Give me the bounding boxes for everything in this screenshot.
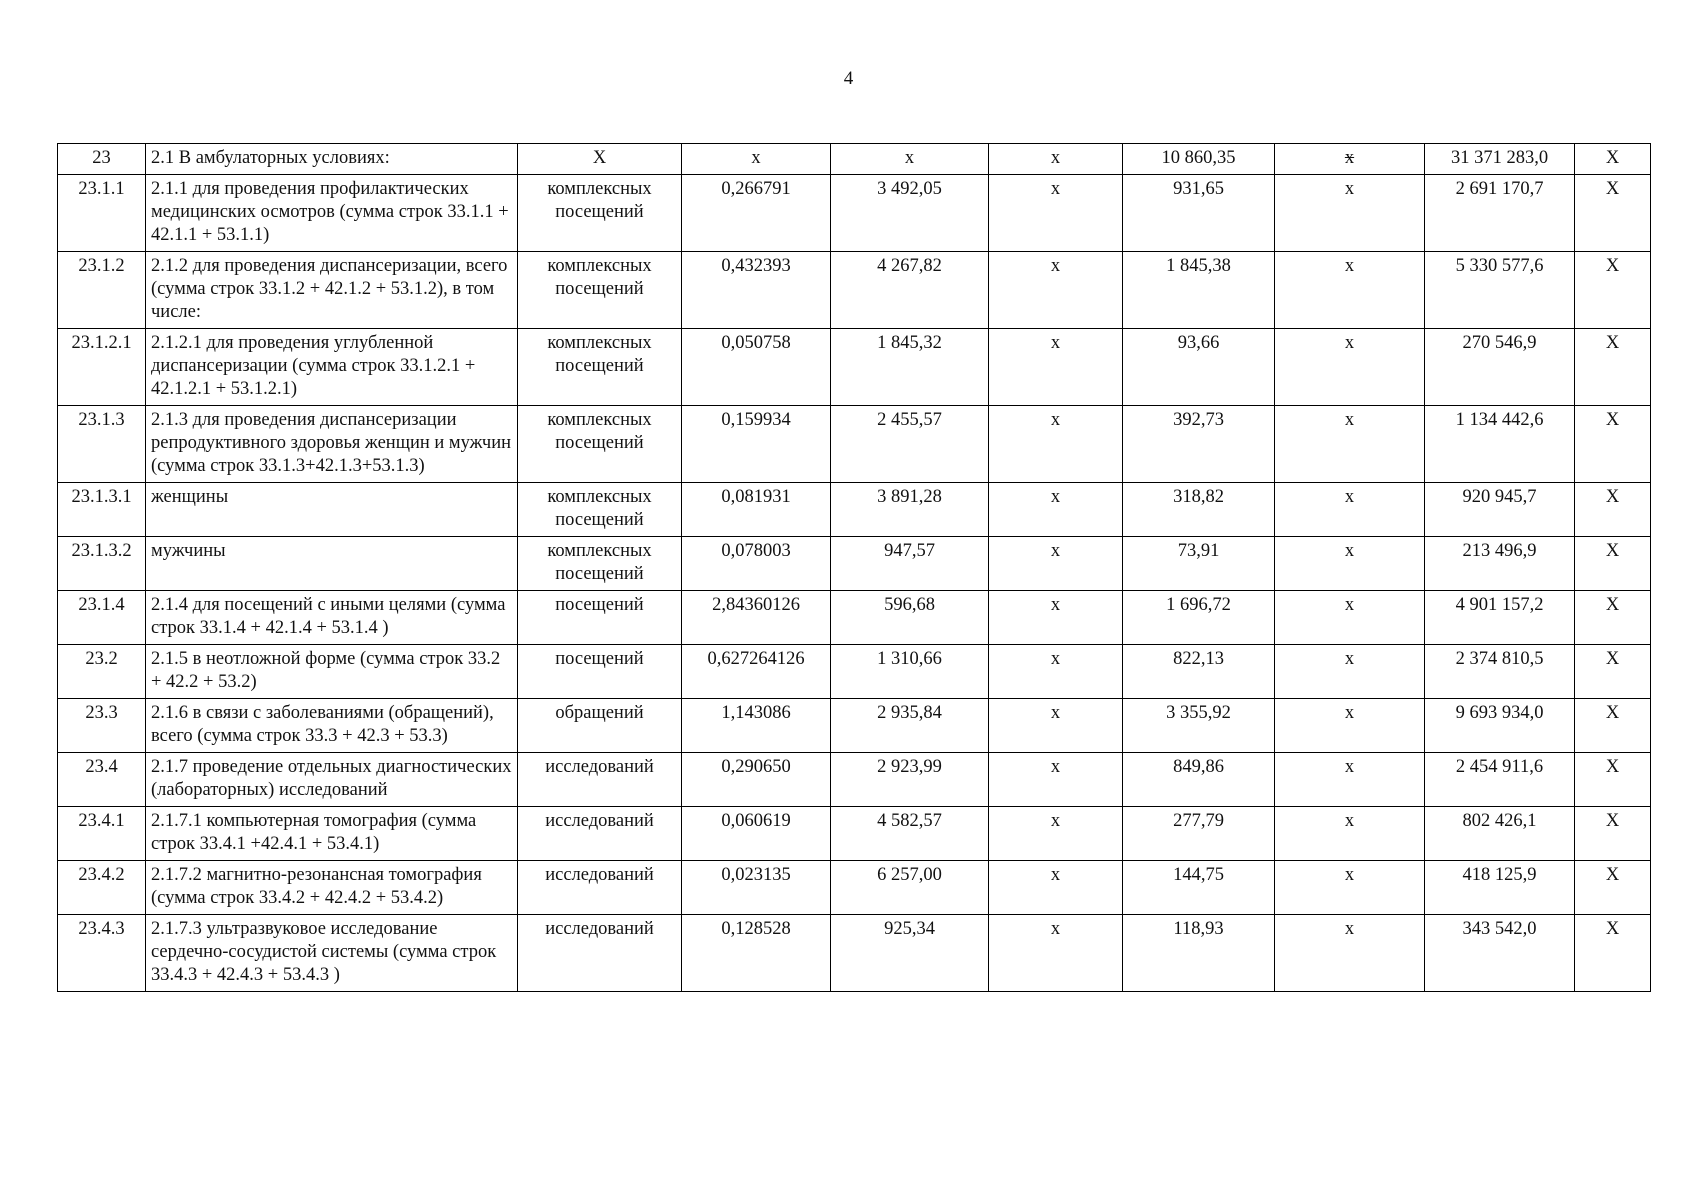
cell-unit: обращений <box>518 699 682 753</box>
cell-x: х <box>989 591 1123 645</box>
cell-description: 2.1.7.2 магнитно-резонансная томография (сумма строк 33.4.2 + 42.4.2 + 53.4.2) <box>146 861 518 915</box>
cell-norm: 0,060619 <box>682 807 831 861</box>
cell-x: х <box>1275 753 1425 807</box>
cell-row-number: 23.4.2 <box>58 861 146 915</box>
cell-row-number: 23.1.3.1 <box>58 483 146 537</box>
table-row <box>58 406 1651 483</box>
cell-description: мужчины <box>146 537 518 591</box>
cell-row-number: 23.4 <box>58 753 146 807</box>
cell-unit-cost: 1 310,66 <box>831 645 989 699</box>
cell-per-capita: 849,86 <box>1123 753 1275 807</box>
cell-row-number: 23.1.3.2 <box>58 537 146 591</box>
cell-x: х <box>1275 861 1425 915</box>
cell-x: х <box>989 144 1123 175</box>
cell-x: х <box>1275 537 1425 591</box>
cell-row-number: 23.1.2 <box>58 252 146 329</box>
cell-row-number: 23.2 <box>58 645 146 699</box>
cell-description: 2.1.7.1 компьютерная томография (сумма строк 33.4.1 +42.4.1 + 53.4.1) <box>146 807 518 861</box>
cell-x-mark: Х <box>1575 252 1651 329</box>
cell-x: х <box>989 537 1123 591</box>
table-row <box>58 807 1651 861</box>
cell-per-capita: 10 860,35 <box>1123 144 1275 175</box>
cell-norm: 0,290650 <box>682 753 831 807</box>
cell-unit-cost: 1 845,32 <box>831 329 989 406</box>
cell-x-mark: Х <box>1575 175 1651 252</box>
cell-unit-cost: х <box>831 144 989 175</box>
cell-total: 5 330 577,6 <box>1425 252 1575 329</box>
cell-x: х <box>989 645 1123 699</box>
cell-norm: 0,023135 <box>682 861 831 915</box>
cell-total: 2 374 810,5 <box>1425 645 1575 699</box>
cell-description: 2.1.1 для проведения профилактических медицинских осмотров (сумма строк 33.1.1 + 42.1.1 + 53.1.1) <box>146 175 518 252</box>
cell-row-number: 23.4.3 <box>58 915 146 992</box>
cell-per-capita: 1 845,38 <box>1123 252 1275 329</box>
cell-norm: 0,050758 <box>682 329 831 406</box>
cell-row-number: 23.1.1 <box>58 175 146 252</box>
table-row <box>58 915 1651 992</box>
cell-unit-cost: 947,57 <box>831 537 989 591</box>
cell-per-capita: 144,75 <box>1123 861 1275 915</box>
cell-total: 418 125,9 <box>1425 861 1575 915</box>
cell-unit-cost: 4 582,57 <box>831 807 989 861</box>
cell-norm: 0,081931 <box>682 483 831 537</box>
cell-total: 1 134 442,6 <box>1425 406 1575 483</box>
cell-unit-cost: 2 935,84 <box>831 699 989 753</box>
cell-norm: 2,84360126 <box>682 591 831 645</box>
cell-x: х <box>989 483 1123 537</box>
cell-per-capita: 392,73 <box>1123 406 1275 483</box>
cell-x-mark: Х <box>1575 645 1651 699</box>
cell-description: 2.1.6 в связи с заболеваниями (обращений), всего (сумма строк 33.3 + 42.3 + 53.3) <box>146 699 518 753</box>
cell-unit: исследований <box>518 807 682 861</box>
cell-total: 31 371 283,0 <box>1425 144 1575 175</box>
cell-x-mark: Х <box>1575 329 1651 406</box>
cell-x: х <box>1275 645 1425 699</box>
cell-x-mark: Х <box>1575 807 1651 861</box>
cell-unit-cost: 2 455,57 <box>831 406 989 483</box>
cell-x: х <box>1275 699 1425 753</box>
cell-unit: комплексных посещений <box>518 483 682 537</box>
cell-x: х <box>1275 406 1425 483</box>
cell-unit: исследований <box>518 915 682 992</box>
cell-x: х <box>1275 175 1425 252</box>
cell-total: 2 691 170,7 <box>1425 175 1575 252</box>
cell-description: 2.1.2 для проведения диспансеризации, всего (сумма строк 33.1.2 + 42.1.2 + 53.1.2), в том числе: <box>146 252 518 329</box>
cell-unit-cost: 3 891,28 <box>831 483 989 537</box>
cell-per-capita: 277,79 <box>1123 807 1275 861</box>
cell-description: 2.1 В амбулаторных условиях: <box>146 144 518 175</box>
cell-norm: 0,266791 <box>682 175 831 252</box>
cell-description: 2.1.3 для проведения диспансеризации репродуктивного здоровья женщин и мужчин (сумма строк 33.1.3+42.1.3+53.1.3) <box>146 406 518 483</box>
table-row <box>58 483 1651 537</box>
table-row <box>58 329 1651 406</box>
cell-x: х <box>989 406 1123 483</box>
table-row <box>58 537 1651 591</box>
cell-per-capita: 93,66 <box>1123 329 1275 406</box>
cell-total: 2 454 911,6 <box>1425 753 1575 807</box>
cell-unit-cost: 6 257,00 <box>831 861 989 915</box>
cell-per-capita: 931,65 <box>1123 175 1275 252</box>
cell-norm: 0,078003 <box>682 537 831 591</box>
cell-x: х <box>989 753 1123 807</box>
cell-description: женщины <box>146 483 518 537</box>
financing-table <box>57 143 1651 992</box>
cell-total: 920 945,7 <box>1425 483 1575 537</box>
table-row <box>58 861 1651 915</box>
cell-row-number: 23.4.1 <box>58 807 146 861</box>
cell-description: 2.1.5 в неотложной форме (сумма строк 33.2 + 42.2 + 53.2) <box>146 645 518 699</box>
cell-x: х <box>1275 252 1425 329</box>
cell-total: 4 901 157,2 <box>1425 591 1575 645</box>
cell-x: х <box>989 175 1123 252</box>
table-body <box>58 144 1651 992</box>
cell-row-number: 23.1.2.1 <box>58 329 146 406</box>
cell-x-mark: Х <box>1575 861 1651 915</box>
cell-x: х <box>1275 483 1425 537</box>
cell-unit: Х <box>518 144 682 175</box>
page-number: 4 <box>843 68 854 89</box>
cell-total: 802 426,1 <box>1425 807 1575 861</box>
table-row <box>58 645 1651 699</box>
cell-unit: посещений <box>518 645 682 699</box>
cell-x-mark: Х <box>1575 591 1651 645</box>
cell-x: х <box>1275 915 1425 992</box>
cell-unit: комплексных посещений <box>518 406 682 483</box>
cell-unit: комплексных посещений <box>518 175 682 252</box>
table-row <box>58 252 1651 329</box>
cell-norm: 0,627264126 <box>682 645 831 699</box>
cell-total: 343 542,0 <box>1425 915 1575 992</box>
cell-x-mark: Х <box>1575 537 1651 591</box>
cell-per-capita: 3 355,92 <box>1123 699 1275 753</box>
cell-x-mark: Х <box>1575 915 1651 992</box>
cell-unit-cost: 4 267,82 <box>831 252 989 329</box>
cell-norm: 1,143086 <box>682 699 831 753</box>
cell-row-number: 23 <box>58 144 146 175</box>
cell-norm: 0,159934 <box>682 406 831 483</box>
cell-norm: 0,128528 <box>682 915 831 992</box>
cell-x: х <box>1275 591 1425 645</box>
cell-x: х <box>1275 144 1425 175</box>
cell-x: х <box>989 329 1123 406</box>
table-row <box>58 591 1651 645</box>
cell-x-mark: Х <box>1575 406 1651 483</box>
cell-unit-cost: 3 492,05 <box>831 175 989 252</box>
cell-total: 9 693 934,0 <box>1425 699 1575 753</box>
cell-row-number: 23.3 <box>58 699 146 753</box>
cell-row-number: 23.1.3 <box>58 406 146 483</box>
cell-x: х <box>989 807 1123 861</box>
cell-description: 2.1.4 для посещений с иными целями (сумма строк 33.1.4 + 42.1.4 + 53.1.4 ) <box>146 591 518 645</box>
cell-unit-cost: 596,68 <box>831 591 989 645</box>
cell-norm: х <box>682 144 831 175</box>
cell-x: х <box>1275 807 1425 861</box>
table-row <box>58 175 1651 252</box>
cell-description: 2.1.7.3 ультразвуковое исследование сердечно-сосудистой системы (сумма строк 33.4.3 + 42.4.3 + 53.4.3 ) <box>146 915 518 992</box>
cell-total: 270 546,9 <box>1425 329 1575 406</box>
cell-unit: комплексных посещений <box>518 537 682 591</box>
cell-x: х <box>989 252 1123 329</box>
cell-description: 2.1.7 проведение отдельных диагностических (лабораторных) исследований <box>146 753 518 807</box>
cell-unit: комплексных посещений <box>518 252 682 329</box>
cell-per-capita: 73,91 <box>1123 537 1275 591</box>
cell-x-mark: Х <box>1575 144 1651 175</box>
cell-unit-cost: 925,34 <box>831 915 989 992</box>
cell-x-mark: Х <box>1575 753 1651 807</box>
cell-per-capita: 118,93 <box>1123 915 1275 992</box>
cell-row-number: 23.1.4 <box>58 591 146 645</box>
cell-x: х <box>989 915 1123 992</box>
cell-per-capita: 822,13 <box>1123 645 1275 699</box>
cell-x: х <box>1275 329 1425 406</box>
table-row <box>58 699 1651 753</box>
cell-per-capita: 1 696,72 <box>1123 591 1275 645</box>
table-row <box>58 753 1651 807</box>
cell-unit: исследований <box>518 861 682 915</box>
cell-unit: комплексных посещений <box>518 329 682 406</box>
cell-unit-cost: 2 923,99 <box>831 753 989 807</box>
cell-total: 213 496,9 <box>1425 537 1575 591</box>
cell-x-mark: Х <box>1575 483 1651 537</box>
cell-unit: посещений <box>518 591 682 645</box>
cell-unit: исследований <box>518 753 682 807</box>
cell-x: х <box>989 861 1123 915</box>
cell-x-mark: Х <box>1575 699 1651 753</box>
cell-description: 2.1.2.1 для проведения углубленной диспансеризации (сумма строк 33.1.2.1 + 42.1.2.1 + 53.1.2.1) <box>146 329 518 406</box>
cell-per-capita: 318,82 <box>1123 483 1275 537</box>
cell-norm: 0,432393 <box>682 252 831 329</box>
cell-x: х <box>989 699 1123 753</box>
table-row <box>58 144 1651 175</box>
